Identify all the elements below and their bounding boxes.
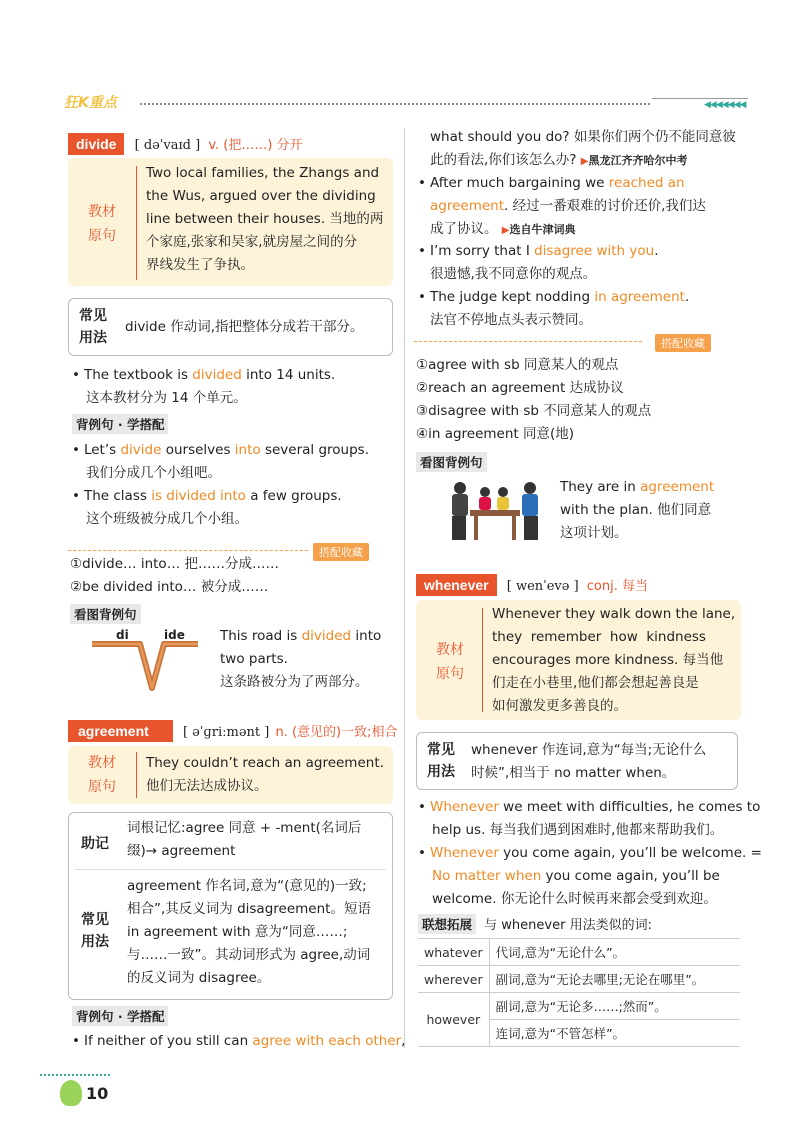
related-meaning: 副词,意为“无论去哪里;无论在哪里”。 [489,966,740,993]
source-label-1: 教材 [436,642,464,658]
related-title: 与 whenever 用法类似的词: [484,918,652,933]
related-table [418,938,740,1047]
source-text [146,752,384,798]
agreement-collocations [416,354,651,446]
text: , [401,1033,406,1049]
source-label-2: 原句 [88,779,116,795]
source-divider [136,752,137,798]
word-label: divide [68,133,124,155]
picture-en [220,625,381,648]
text: . [684,289,690,305]
picture-tag: 看图背例句 [416,452,487,472]
source-arrow-icon: ▶ [580,156,589,167]
divide-example-1 [72,364,392,410]
source-line: 如何激发更多善良的。 [492,698,627,714]
picture-zh: 这项计划。 [560,525,628,541]
text: you come again, you’ll be welcome. = [498,845,762,861]
phonetic: [ wenˈevə ] [506,579,579,594]
source-line: Two local families, the Zhangs and [146,165,380,181]
footer-dots [40,1074,110,1076]
agreement-example-3 [418,240,659,286]
collocation-item: ②reach an agreement 达成协议 [416,380,624,396]
example-en [418,865,762,888]
example-en [418,172,706,195]
usage-label-2: 用法 [79,330,107,346]
table-row [418,993,740,1020]
text: we meet with difficulties, he comes to [498,799,761,815]
example-zh: 很遗憾,我不同意你的观点。 [430,266,597,282]
text: This road is [220,628,302,644]
learn-tag: 背例句 · 学搭配 [72,414,168,434]
table-row [418,966,740,993]
source-divider [136,166,137,280]
page-header [64,92,748,114]
source-line: 他们无法达成协议。 [146,778,268,794]
example-en [418,195,706,218]
source-line: 们走在小巷里,他们都会想起善良是 [492,675,699,691]
source-line: Whenever they walk down the lane, [492,606,736,622]
text: If neither of you still can [83,1033,253,1049]
part-of-speech: v. (把……) 分开 [208,138,303,153]
text: a few groups. [245,488,342,504]
agreement-heading [68,720,398,744]
divide-heading [68,133,398,157]
text: several groups. [260,442,369,458]
agreement-memo-box [68,812,393,1000]
dash-line [414,341,642,342]
text: I’m sorry that I [429,243,535,259]
text: 成了协议。 [430,221,498,237]
picture-zh: 这条路被分为了两部分。 [220,674,369,690]
phonetic: [ dəˈvaɪd ] [134,138,201,153]
agreement-learn-tag [72,1006,168,1026]
text: Let’s [83,442,121,458]
highlight: Whenever [429,845,499,861]
text: 此的看法,你们该怎么办? [430,152,577,168]
agreement-picture-tag [416,452,487,472]
picture-en: two parts. [220,651,288,667]
example-en [72,364,392,387]
example-zh: 这个班级被分成几个小组。 [86,511,248,527]
divide-learn-tag [72,414,168,434]
example-en [418,240,659,263]
collocation-item: ①agree with sb 同意某人的观点 [416,357,619,373]
text: . [654,243,659,259]
source-label-1: 教材 [88,755,116,771]
example-zh: welcome. 你无论什么时候再来都会受到欢迎。 [432,891,717,907]
whenever-usage-box [416,732,738,790]
source-note: 黑龙江齐齐哈尔中考 [588,154,688,167]
source-line: They couldn’t reach an agreement. [146,755,384,771]
page-number: 10 [86,1084,109,1103]
divide-picture-text [220,625,381,694]
agreement-collect-divider [414,334,739,348]
example-zh: help us. 每当我们遇到困难时,他都来帮助我们。 [432,822,724,838]
road-illustration [90,626,200,696]
usage-label [81,909,109,953]
picture-tag: 看图背例句 [70,604,141,624]
highlight: reached an [608,175,685,191]
whenever-source-box [416,600,741,720]
related-meaning: 连词,意为“不管怎样”。 [489,1020,740,1047]
source-text [492,603,735,718]
collect-tag: 搭配收藏 [655,334,711,352]
source-line: encourages more kindness. 每当他 [492,652,724,668]
related-meaning: 副词,意为“无论多……;然而”。 [489,993,740,1020]
column-divider [404,128,405,1048]
related-meaning: 代词,意为“无论什么”。 [489,939,740,966]
header-dots [140,103,650,105]
agreement-example-1-cont [430,126,736,173]
collocation-item: ③disagree with sb 不同意某人的观点 [416,403,652,419]
usage-label [79,305,107,349]
phonetic: [ əˈɡriːmənt ] [182,725,270,740]
source-label [76,751,128,799]
agreement-example-1 [72,1030,405,1053]
source-arrow-icon: ▶ [501,225,510,236]
whenever-related [418,914,740,1047]
collocation-item: ④in agreement 同意(地) [416,426,575,442]
highlight: in agreement [594,289,685,305]
highlight: disagree with you [534,243,655,259]
source-line: the Wus, argued over the dividing [146,188,376,204]
related-word: however [418,993,489,1047]
usage-line: 相合”,其反义词为 disagreement。短语 [127,901,371,917]
usage-label-2: 用法 [81,934,109,950]
header-line [652,98,748,99]
word-label: agreement [68,720,173,742]
road-label: di [116,628,129,642]
highlight: into [234,442,261,458]
source-text [146,162,386,277]
picture-en: with the plan. 他们同意 [560,502,712,518]
example-zh [430,149,736,173]
source-line: they remember how kindness [492,629,706,645]
example-zh [418,218,706,242]
usage-label-1: 常见 [427,742,455,758]
header-arrows-icon: ◀◀◀◀◀◀◀ [704,100,746,110]
usage-label-2: 用法 [427,764,455,780]
highlight: No matter when [432,868,542,884]
picture-en [560,476,714,499]
agreement-example-4 [418,286,689,332]
memo-divider [75,869,386,870]
usage-line: 与……一致”。其动词形式为 agree,动词 [127,947,371,963]
collect-tag: 搭配收藏 [313,543,369,561]
text: you come again, you’ll be [541,868,720,884]
source-label [424,638,476,686]
example-zh: 我们分成几个小组吧。 [86,465,221,481]
usage-text [127,875,371,990]
source-label-2: 原句 [436,666,464,682]
whenever-example-1 [418,796,760,842]
table-row [418,939,740,966]
usage-line: in agreement with 意为“同意……; [127,924,348,940]
text: After much bargaining we [429,175,609,191]
text: into 14 units. [241,367,336,383]
page-footer [40,1074,120,1108]
meeting-icon [440,474,550,544]
part-of-speech: n. (意见的)一致;相合 [275,725,398,740]
example-en [72,439,392,462]
usage-text [471,739,706,785]
memo-text [127,817,361,863]
whenever-heading [416,574,746,598]
collocation-item: ②be divided into… 被分成…… [70,579,269,595]
source-label-2: 原句 [88,228,116,244]
highlight: is divided into [151,488,246,504]
text: The textbook is [83,367,193,383]
source-line: 界线发生了争执。 [146,257,254,273]
related-tag: 联想拓展 [418,914,476,934]
road-label: ide [164,628,185,642]
learn-tag: 背例句 · 学搭配 [72,1006,168,1026]
highlight: divided [192,367,242,383]
example-zh: 这本教材分为 14 个单元。 [86,390,247,406]
highlight: Whenever [429,799,499,815]
highlight: divide [120,442,162,458]
usage-label-1: 常见 [81,912,109,928]
source-note: 选自牛津词典 [509,223,576,236]
related-header [418,914,740,938]
related-word: wherever [418,966,489,993]
usage-text: divide 作动词,指把整体分成若干部分。 [125,319,364,335]
source-divider [482,608,483,712]
highlight: agreement [640,479,715,495]
text: . 经过一番艰难的讨价还价,我们达 [504,198,706,214]
agreement-picture-text [560,476,714,545]
usage-line: 时候”,相当于 no matter when。 [471,765,676,781]
text: ourselves [161,442,235,458]
text: into [351,628,382,644]
divide-example-3 [72,485,392,531]
text: They are in [560,479,641,495]
collocation-item: ①divide… into… 把……分成…… [70,556,279,572]
related-word: whatever [418,939,489,966]
example-en [418,842,762,865]
text: The judge kept nodding [429,289,595,305]
highlight: divided [301,628,352,644]
brand-logo: 狂K重点 [64,95,117,111]
agreement-example-2 [418,172,706,242]
part-of-speech: conj. 每当 [586,579,648,594]
divide-picture-tag [70,604,141,624]
dash-line [68,550,308,551]
usage-label [427,739,455,783]
example-en [418,286,689,309]
usage-line: agreement 作名词,意为“(意见的)一致; [127,878,367,894]
source-label-1: 教材 [88,204,116,220]
memo-line: 词根记忆:agree 同意 + -ment(名词后 [127,820,362,836]
example-en [418,796,760,819]
usage-line: 的反义词为 disagree。 [127,970,271,986]
divide-collocations [70,553,279,599]
source-line: line between their houses. 当地的两 [146,211,384,227]
divide-usage-box [68,298,393,356]
whenever-example-2 [418,842,762,911]
word-label: whenever [416,574,497,596]
usage-label-1: 常见 [79,308,107,324]
example-en [72,485,392,508]
source-label [76,200,128,248]
agreement-source-box [68,746,393,804]
example-en: what should you do? 如果你们两个仍不能同意彼 [430,129,736,145]
highlight: agreement [430,198,505,214]
meeting-illustration [440,474,550,544]
usage-line: whenever 作连词,意为“每当;无论什么 [471,742,707,758]
example-zh: 法官不停地点头表示赞同。 [430,312,592,328]
memo-label: 助记 [81,836,109,852]
memo-line: 缀)→ agreement [127,843,236,859]
divide-source-box [68,158,393,286]
balloon-icon [60,1080,82,1106]
source-line: 个家庭,张家和吴家,就房屋之间的分 [146,234,358,250]
example-en [72,1030,405,1053]
divide-example-2 [72,439,392,485]
text: The class [83,488,152,504]
highlight: agree with each other [252,1033,402,1049]
